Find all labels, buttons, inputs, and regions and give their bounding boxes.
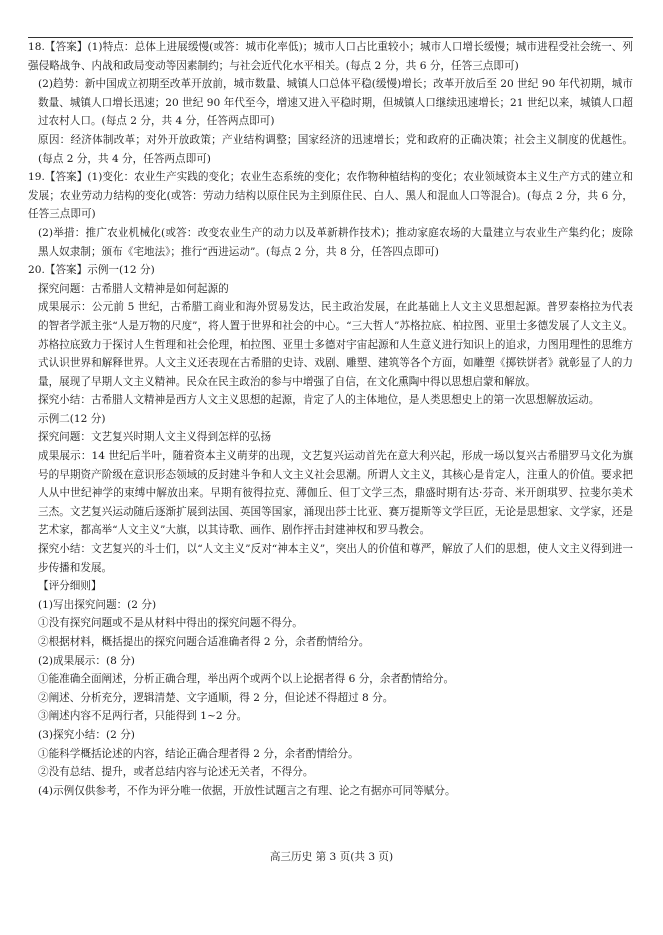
rubric-item2-rule1: ①能准确全面阐述，分析正确合理，举出两个或两个以上论据者得 6 分，余者酌情给分。 <box>38 673 455 686</box>
q19-answer-part1: 19.【答案】(1)变化：农业生产实践的变化；农业生态系统的变化；农作物种植结构的变化；农业领域资本主义生产方式的建立和发展；农业劳动力结构的变化(或答：劳动力结构以原住民为主到原住民、白人、黑人和混血人口等混合)。(每点 2 分，共 6 分，任答三点即可) <box>28 171 633 221</box>
q20-answer-heading: 20.【答案】示例一(12 分) <box>28 264 155 277</box>
q20-example2-summary: 探究小结：文艺复兴的斗士们，以“人文主义”反对“神本主义”，突出人的价值和尊严，解放了人们的思想，使人文主义得到进一步传播和发展。 <box>38 543 633 574</box>
page-footer: 高三历史 第 3 页(共 3 页) <box>269 851 394 863</box>
q18-answer-part1: 18.【答案】(1)特点：总体上进展缓慢(或答：城市化率低)；城市人口占比重较小；城市人口增长缓慢；城市进程受社会统一、列强侵略战争、内战和政局变动等因素制约；与社会近代化水平相关。(每点 2 分，共 6 分，任答三点即可) <box>28 41 633 72</box>
scoring-rubric-heading: 【评分细则】 <box>38 580 102 593</box>
q20-example2-question: 探究问题：文艺复兴时期人文主义得到怎样的弘扬 <box>38 431 272 444</box>
rubric-item3-heading: (3)探究小结：(2 分) <box>38 728 135 741</box>
rubric-item1-rule1: ①没有探究问题或不是从材料中得出的探究问题不得分。 <box>38 617 303 630</box>
rubric-item1-rule2: ②根据材料，概括提出的探究问题合适准确者得 2 分，余者酌情给分。 <box>38 636 370 648</box>
q19-answer-part2: (2)举措：推广农业机械化(或答：改变农业生产的动力以及革新耕作技术)；推动家庭农场的大量建立与农业生产集约化；废除黑人奴隶制；颁布《宅地法》；推行“西进运动”。(每点 2 分，共 8 分，任答四点即可) <box>38 226 633 258</box>
q20-example1-results: 成果展示：公元前 5 世纪，古希腊工商业和海外贸易发达，民主政治发展，在此基础上人文主义思想起源。普罗泰格拉为代表的智者学派主张“人是万物的尺度”，将人置于世界和社会的中心。“三大哲人”苏格拉底、柏拉图、亚里士多德发展了人文主义。苏格拉底致力于探讨人生哲理和社会伦理，柏拉图、亚里士多德对宇宙起源和人生意义进行知识上的追求，力图用理性的思维方式认识世界和解释世界。人文主义还表现在古希腊的史诗、戏剧、雕塑、建筑等各个方面，如雕塑《掷铁饼者》就彰显了人的力量，展现了早期人文主义精神。民众在民主政治的参与中增强了自信，在文化熏陶中得以思想启蒙和解放。 <box>38 301 633 388</box>
q20-example1-summary: 探究小结：古希腊人文精神是西方人文主义思想的起源，肯定了人的主体地位，是人类思想史上的第一次思想解放运动。 <box>38 394 600 407</box>
rubric-item2-rule2: ②阐述、分析充分，逻辑清楚、文字通顺，得 2 分，但论述不得超过 8 分。 <box>38 691 394 704</box>
q20-example2-heading: 示例二(12 分) <box>38 412 106 425</box>
rubric-item1-heading: (1)写出探究问题：(2 分) <box>38 598 157 611</box>
rubric-item3-rule1: ①能科学概括论述的内容，结论正确合理者得 2 分，余者酌情给分。 <box>38 747 359 760</box>
top-rule <box>28 37 633 38</box>
q20-example2-results: 成果展示：14 世纪后半叶，随着资本主义萌芽的出现，文艺复兴运动首先在意大利兴起，形成一场以复兴古希腊罗马文化为旗号的早期资产阶级在意识形态领域的反封建斗争和人文主义社会思潮。所谓人文主义，其核心是肯定人，注重人的价值。要求把人从中世纪神学的束缚中解放出来。早期有彼得拉克、薄伽丘、但丁文学三杰，鼎盛时期有达·芬奇、米开朗琪罗、拉斐尔美术三杰。文艺复兴运动随后逐渐扩展到法国、英国等国家，涌现出莎士比亚、赛万提斯等文学巨匠，无论是思想家、文学家，还是艺术家，都高举“人文主义”大旗，以其诗歌、画作、剧作抨击封建神权和罗马教会。 <box>38 450 633 537</box>
q18-answer-part2-reason: 原因：经济体制改革；对外开放政策；产业结构调整；国家经济的迅速增长；党和政府的正确决策；社会主义制度的优越性。(每点 2 分，共 4 分，任答两点即可) <box>38 133 633 165</box>
q20-example1-question: 探究问题：古希腊人文精神是如何起源的 <box>38 282 229 295</box>
rubric-item3-rule2: ②没有总结、提升，或者总结内容与论述无关者，不得分。 <box>38 766 314 779</box>
rubric-item2-heading: (2)成果展示：(8 分) <box>38 654 135 667</box>
rubric-item4: (4)示例仅供参考，不作为评分唯一依据，开放性试题言之有理、论之有据亦可同等赋分。 <box>38 784 456 797</box>
rubric-item2-rule3: ③阐述内容不足两行者，只能得到 1~2 分。 <box>38 710 248 723</box>
q18-answer-part2-trend: (2)趋势：新中国成立初期至改革开放前，城市数量、城镇人口总体平稳(缓慢)增长；改革开放后至 20 世纪 90 年代初期，城市数量、城镇人口增长迅速；20 世纪 90 年代至今，增速又进入平稳时期，但城镇人口继续迅速增长；21 世纪以来，城镇人口超过农村人口。(每点 2 分，共 4 分，任答两点即可) <box>38 78 633 128</box>
